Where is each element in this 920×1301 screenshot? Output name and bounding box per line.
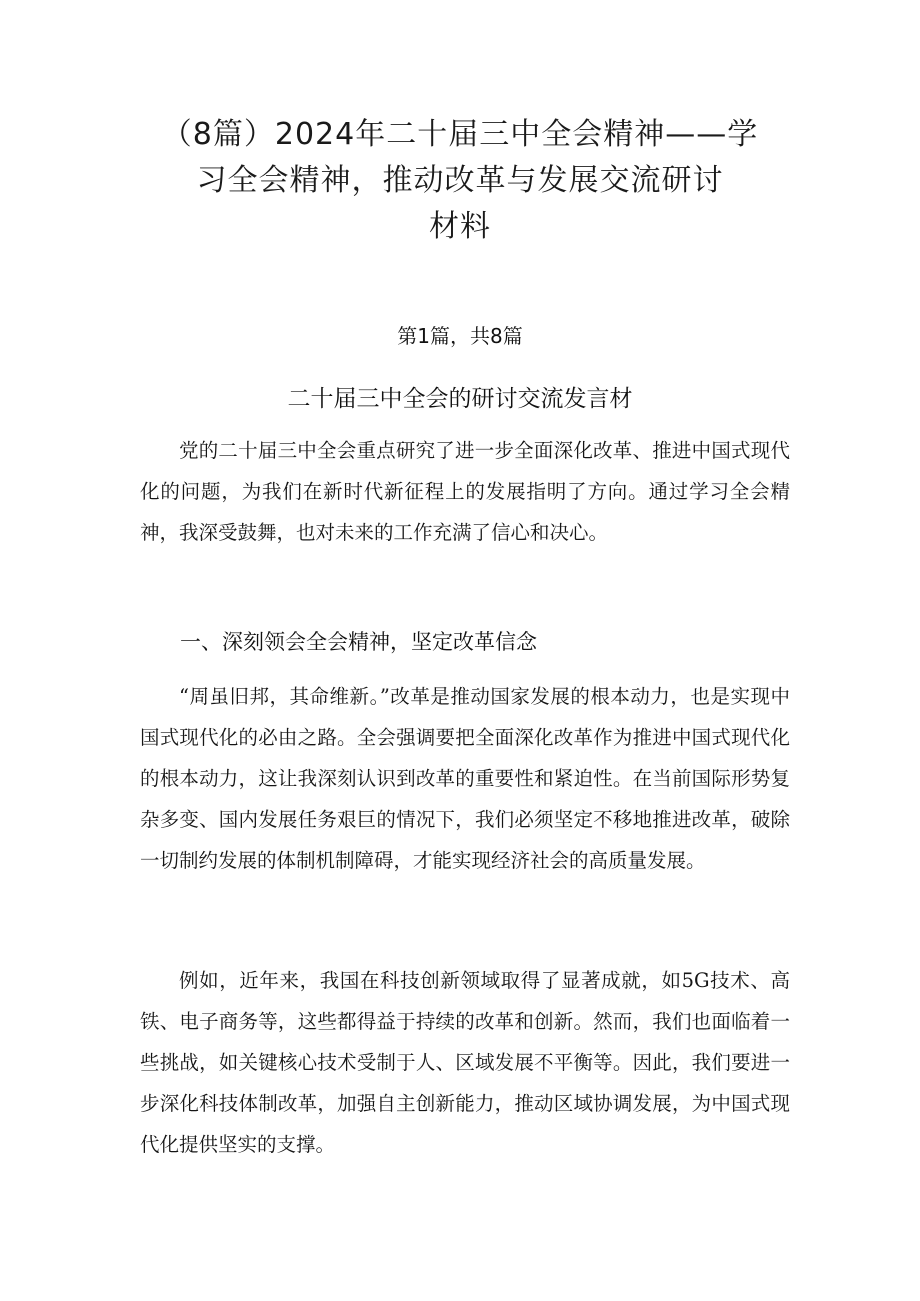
- part-label: 第1篇，共8篇: [397, 324, 523, 348]
- paragraph-3: 例如，近年来，我国在科技创新领域取得了显著成就，如5G技术、高铁、电子商务等，这些都得益于持续的改革和创新。然而，我们也面临着一些挑战，如关键核心技术受制于人、区域发展不平衡等。因此，我们要进一步深化科技体制改革，加强自主创新能力，推动区域协调发展，为中国式现代化提供坚实的支撑。: [140, 969, 790, 1156]
- title-line-1: （8篇）2024年二十届三中全会精神——学: [161, 117, 759, 152]
- title-line-3: 材料: [429, 209, 491, 244]
- section-heading: 一、深刻领会全会精神，坚定改革信念: [180, 630, 537, 654]
- paragraph-2: “周虽旧邦，其命维新。”改革是推动国家发展的根本动力，也是实现中国式现代化的必由之路。全会强调要把全面深化改革作为推进中国式现代化的根本动力，这让我深刻认识到改革的重要性和紧迫性。在当前国际形势复杂多变、国内发展任务艰巨的情况下，我们必须坚定不移地推进改革，破除一切制约发展的体制机制障碍，才能实现经济社会的高质量发展。: [140, 685, 790, 872]
- document-title: [120, 112, 800, 250]
- paragraph-1: 党的二十届三中全会重点研究了进一步全面深化改革、推进中国式现代化的问题，为我们在新时代新征程上的发展指明了方向。通过学习全会精神，我深受鼓舞，也对未来的工作充满了信心和决心。: [140, 439, 790, 544]
- section-subtitle: 二十届三中全会的研讨交流发言材: [287, 386, 633, 412]
- title-line-2: 习全会精神，推动改革与发展交流研讨: [196, 163, 724, 198]
